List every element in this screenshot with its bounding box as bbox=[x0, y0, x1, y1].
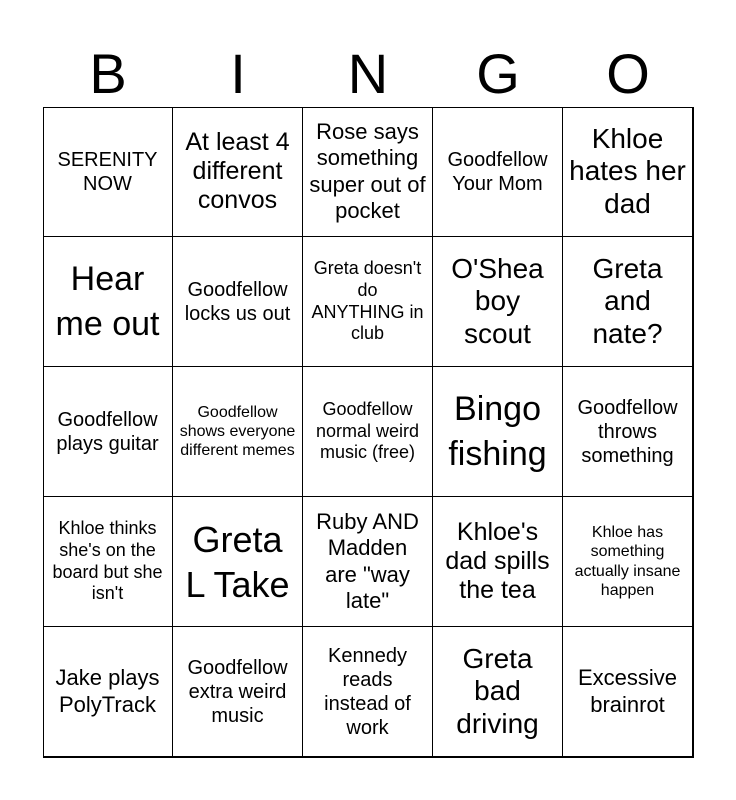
bingo-cell[interactable]: SERENITY NOW bbox=[43, 107, 173, 237]
bingo-cell[interactable]: Goodfellow extra weird music bbox=[173, 627, 303, 757]
bingo-cell[interactable]: Rose says something super out of pocket bbox=[303, 107, 433, 237]
bingo-header bbox=[43, 40, 693, 108]
bingo-cell[interactable]: Goodfellow plays guitar bbox=[43, 367, 173, 497]
header-letter-b: B bbox=[89, 42, 127, 105]
bingo-cell[interactable]: Greta doesn't do ANYTHING in club bbox=[303, 237, 433, 367]
header-letter-i: I bbox=[230, 42, 246, 105]
bingo-cell[interactable]: Khloe thinks she's on the board but she isn't bbox=[43, 497, 173, 627]
header-letter-n: N bbox=[347, 42, 389, 105]
bingo-cell[interactable]: Excessive brainrot bbox=[563, 627, 693, 757]
bingo-cell[interactable]: Greta and nate? bbox=[563, 237, 693, 367]
bingo-cell[interactable]: Goodfellow locks us out bbox=[173, 237, 303, 367]
header-letter-g: G bbox=[476, 42, 520, 105]
header-letter-o: O bbox=[606, 42, 650, 105]
bingo-cell[interactable]: Jake plays PolyTrack bbox=[43, 627, 173, 757]
bingo-cell[interactable]: Bingo fishing bbox=[433, 367, 563, 497]
bingo-cell[interactable]: Khloe has something actually insane happen bbox=[563, 497, 693, 627]
bingo-cell[interactable]: Kennedy reads instead of work bbox=[303, 627, 433, 757]
bingo-cell[interactable]: Goodfellow normal weird music (free) bbox=[303, 367, 433, 497]
bingo-cell[interactable]: Khloe hates her dad bbox=[563, 107, 693, 237]
bingo-cell[interactable]: Khloe's dad spills the tea bbox=[433, 497, 563, 627]
bingo-cell[interactable]: Goodfellow throws something bbox=[563, 367, 693, 497]
bingo-cell[interactable]: Goodfellow shows everyone different memes bbox=[173, 367, 303, 497]
bingo-cell[interactable]: Hear me out bbox=[43, 237, 173, 367]
bingo-cell[interactable]: O'Shea boy scout bbox=[433, 237, 563, 367]
bingo-board bbox=[43, 107, 693, 757]
bingo-cell[interactable]: Goodfellow Your Mom bbox=[433, 107, 563, 237]
bingo-cell[interactable]: At least 4 different convos bbox=[173, 107, 303, 237]
bingo-cell[interactable]: Ruby AND Madden are "way late" bbox=[303, 497, 433, 627]
bingo-cell[interactable]: Greta bad driving bbox=[433, 627, 563, 757]
bingo-cell[interactable]: Greta L Take bbox=[173, 497, 303, 627]
